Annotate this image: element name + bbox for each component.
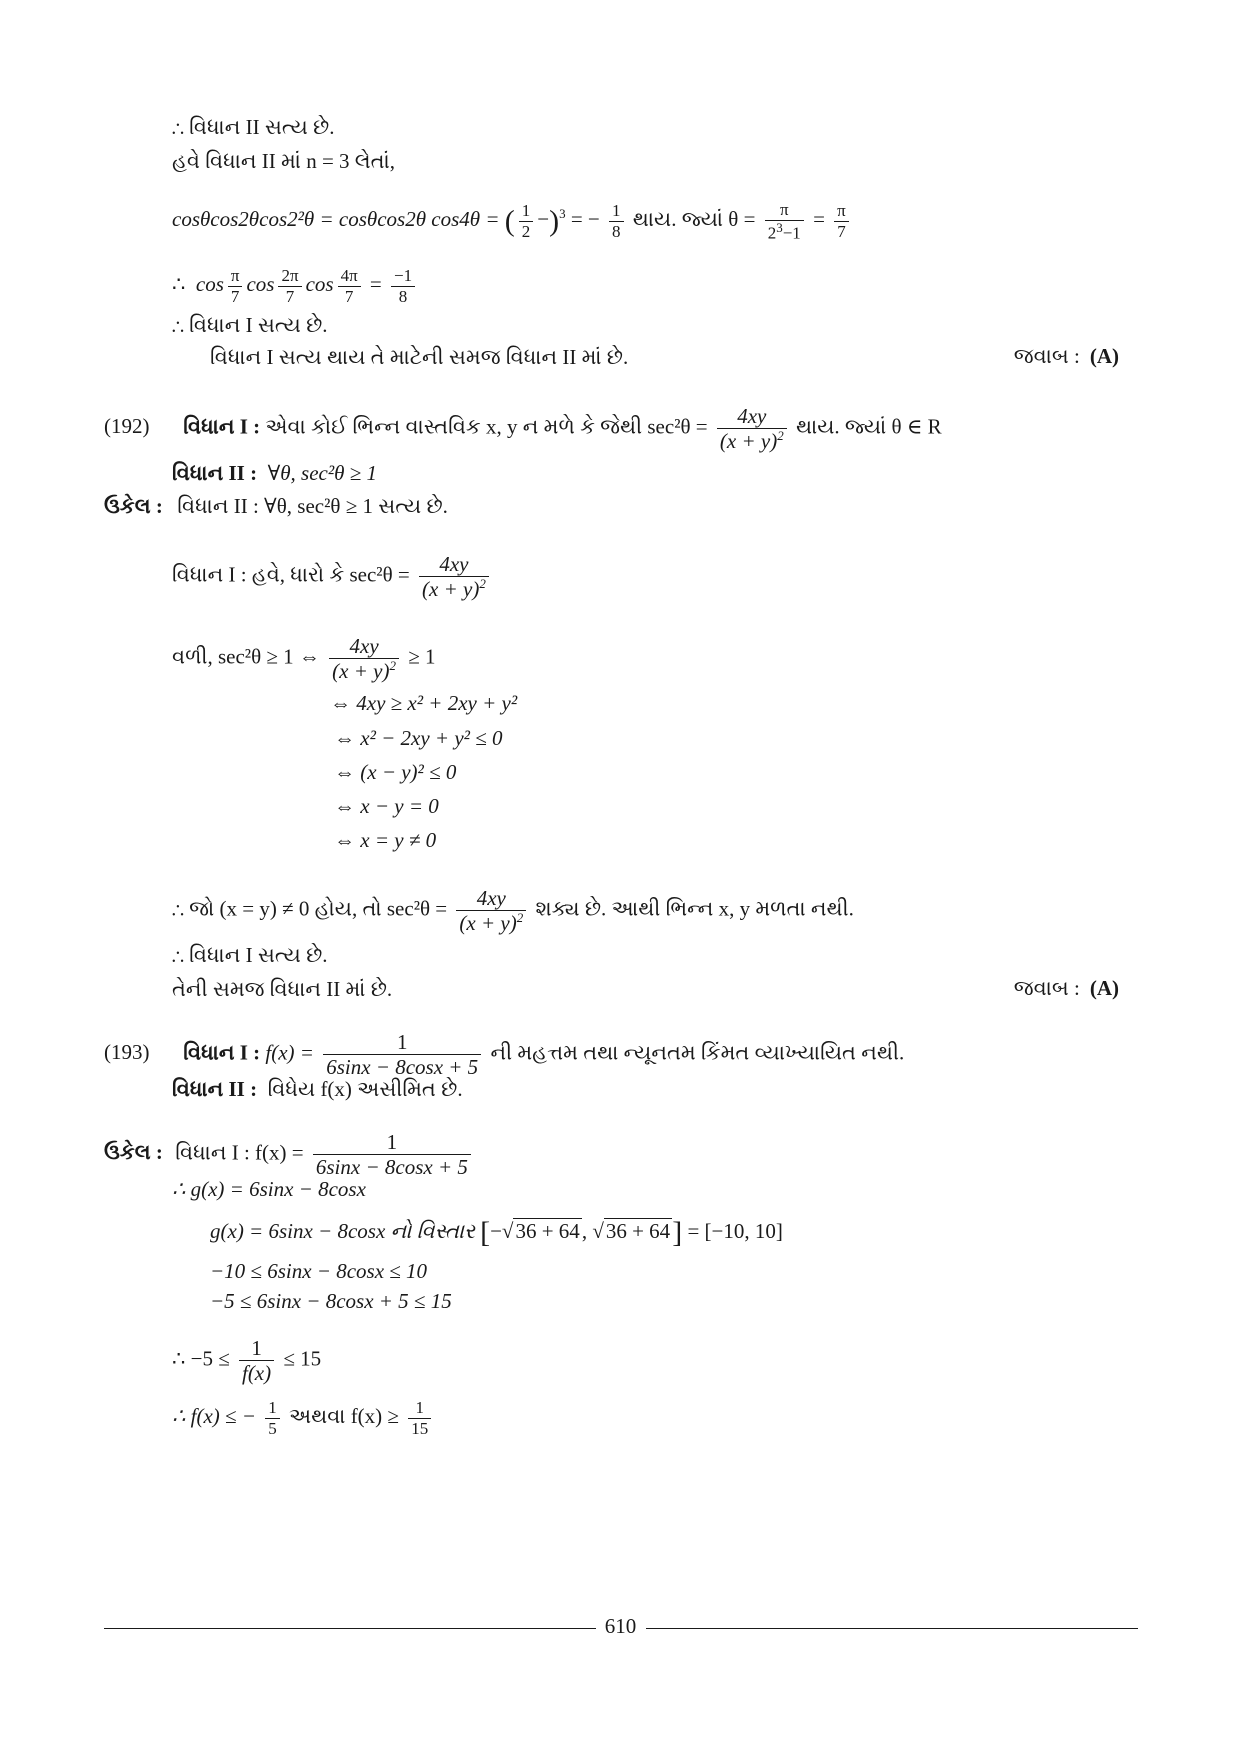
statement-tail: ની મહત્તમ તથા ન્યૂનતમ કિંમત વ્યાખ્યાયિત નથી. — [490, 1040, 905, 1065]
question-number: (192) — [104, 414, 150, 439]
text-line: હવે વિધાન II માં n = 3 લેતાં, — [172, 149, 395, 173]
solution-header — [104, 493, 448, 519]
math-line: g(x) = 6sinx − 8cosx નો વિસ્તાર [−√36 + 64, √36 + 64] = [−10, 10] — [210, 1216, 783, 1250]
statement-2 — [172, 460, 377, 486]
solution-label: ઉકેલ : — [104, 1140, 163, 1165]
derivation-step: ⇔ (x − y)² ≤ 0 — [334, 760, 457, 784]
statement-label: વિધાન II : — [172, 461, 258, 485]
solution-text: −10 ≤ 6sinx − 8cosx ≤ 10 — [210, 1259, 428, 1283]
math-line — [172, 1398, 435, 1438]
question-number: (193) — [104, 1040, 150, 1065]
solution-text: વિધાન II : ∀θ, sec²θ ≥ 1 સત્ય છે. — [177, 494, 448, 518]
derivation-step: ⇔ x = y ≠ 0 — [334, 828, 437, 852]
answer — [1014, 976, 1119, 1001]
solution-text: વળી, sec²θ ≥ 1 ⇔ — [172, 644, 320, 669]
solution-text: ∴ g(x) = 6sinx − 8cosx — [172, 1177, 366, 1201]
fraction: $\frac{\pi}{7}$ — [834, 201, 849, 241]
statement-2 — [172, 1076, 463, 1102]
solution-text: શક્ય છે. આથી ભિન્ન x, y મળતા નથી. — [535, 896, 854, 921]
math-line: ∴ cos $\frac{\pi}{7}$ cos $\frac{2\pi}{7}$ cos $\frac{4\pi}{7}$ = $\frac{-1}{8}$ — [172, 266, 419, 306]
fraction: $\frac{4xy}{(x + y)^2}$ — [419, 552, 489, 601]
fraction: $\frac{1}{6\sin x - 8\cos x + 5}$ — [313, 1130, 471, 1179]
solution-header — [104, 1130, 475, 1179]
answer-value: (A) — [1089, 344, 1119, 368]
statement-text: ∀θ, sec²θ ≥ 1 — [267, 461, 378, 485]
solution-text: ∴ જો (x = y) ≠ 0 હોય, તો sec²θ = — [172, 896, 448, 921]
question-192 — [104, 404, 942, 453]
fraction: $\frac{1}{5}$ — [265, 1398, 280, 1438]
question-193 — [104, 1030, 904, 1079]
text-line: વિધાન I સત્ય થાય તે માટેની સમજ વિધાન II માં છે. — [210, 345, 629, 369]
fraction: $\frac{1}{15}$ — [408, 1398, 431, 1438]
text-line: ∴ વિધાન II સત્ય છે. — [172, 115, 335, 139]
solution-text: ∴ −5 ≤ — [172, 1346, 230, 1371]
fraction: $\frac{\pi}{2^3-1}$ — [765, 200, 804, 243]
answer-label: જવાબ : — [1013, 344, 1080, 368]
fraction: $\frac{1}{6\sin x - 8\cos x + 5}$ — [323, 1030, 481, 1079]
solution-text: g(x) = 6sinx − 8cosx નો વિસ્તાર — [210, 1219, 475, 1243]
derivation-step: ⇔ 4xy ≥ x² + 2xy + y² — [330, 691, 518, 715]
math-expression: cosθcos2θcos2²θ = cosθcos2θ cos4θ = — [172, 207, 500, 232]
answer-value: (A) — [1089, 976, 1119, 1000]
solution-label: ઉકેલ : — [104, 494, 163, 518]
answer-label: જવાબ : — [1013, 976, 1080, 1000]
page-number: 610 — [604, 1614, 637, 1638]
math-line — [172, 552, 493, 601]
text-line: ∴ વિધાન I સત્ય છે. — [172, 313, 328, 337]
solution-text: અથવા f(x) ≥ — [288, 1403, 399, 1428]
solution-text: ≤ 15 — [283, 1346, 322, 1371]
fraction: $\frac{1}{2}$ — [519, 201, 534, 241]
fraction: $\frac{4xy}{(x + y)^2}$ — [456, 886, 526, 935]
answer — [1014, 344, 1119, 369]
fraction: $\frac{1}{8}$ — [609, 201, 624, 241]
solution-text: −5 ≤ 6sinx − 8cosx + 5 ≤ 15 — [210, 1289, 452, 1313]
math-line — [172, 886, 854, 935]
statement-text: વિધેય f(x) અસીમિત છે. — [267, 1077, 463, 1101]
derivation-step: ⇔ x − y = 0 — [334, 794, 439, 818]
statement-label: વિધાન I : — [183, 414, 261, 439]
math-line — [172, 634, 436, 683]
statement-label: વિધાન II : — [172, 1077, 258, 1101]
derivation-step: ⇔ x² − 2xy + y² ≤ 0 — [334, 726, 503, 750]
fraction: $\frac{1}{f(x)}$ — [239, 1336, 274, 1385]
math-line — [172, 1336, 321, 1385]
solution-text: ∴ f(x) ≤ − — [172, 1403, 256, 1428]
solution-text: વિધાન I : f(x) = — [175, 1140, 304, 1165]
text-line: તેની સમજ વિધાન II માં છે. — [172, 977, 393, 1001]
solution-text: વિધાન I : હવે, ધારો કે sec²θ = — [172, 562, 410, 587]
statement-label: વિધાન I : — [183, 1040, 261, 1065]
statement-text: f(x) = — [265, 1040, 314, 1065]
fraction: $\frac{4xy}{(x + y)^2}$ — [329, 634, 399, 683]
statement-text: એવા કોઈ ભિન્ન વાસ્તવિક x, y ન મળે કે જેથી sec²θ = — [265, 414, 708, 439]
math-line: cosθcos2θcos2²θ = cosθcos2θ cos4θ = ( $\frac{1}{2}$ −)$^3$ = − $\frac{1}{8}$ થાય. જ્યાં θ = $\frac{\pi}{2^3-1}$ = $\frac{\pi}{7}$ — [172, 200, 853, 243]
solution-text: = [−10, 10] — [687, 1219, 783, 1243]
fraction: $\frac{4xy}{(x + y)^2}$ — [717, 404, 787, 453]
solution-text: ≥ 1 — [408, 644, 436, 669]
text-line: ∴ વિધાન I સત્ય છે. — [172, 943, 328, 967]
statement-tail: થાય. જ્યાં θ ∈ R — [795, 414, 942, 439]
